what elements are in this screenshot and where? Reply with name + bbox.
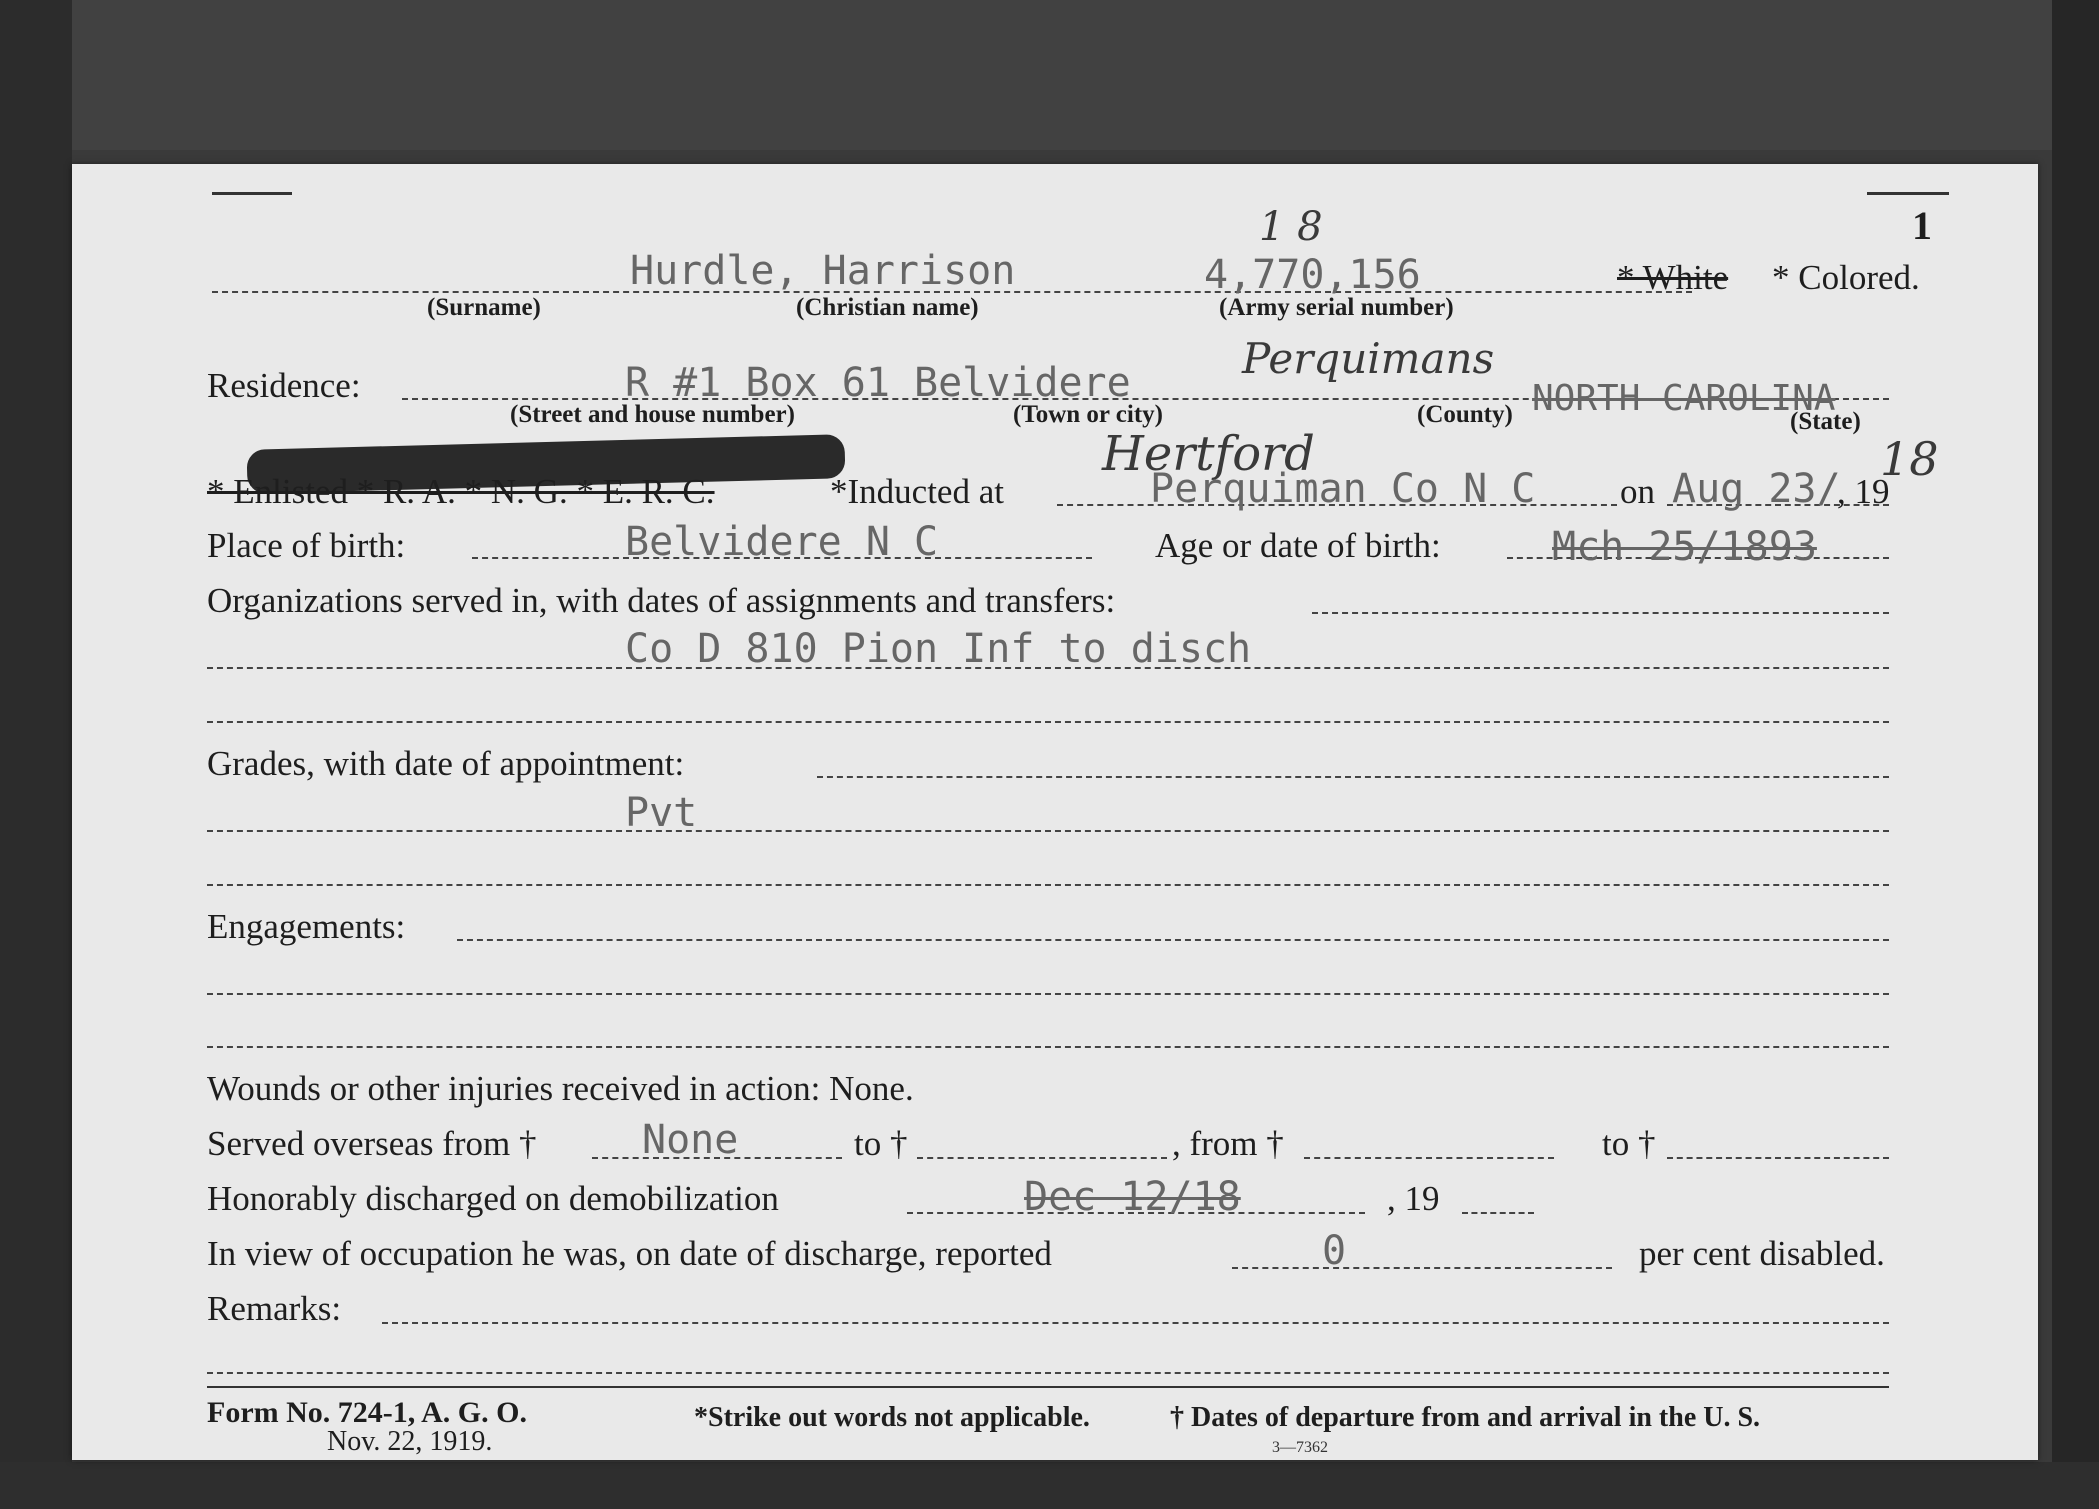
overseas-to-line-1 [917,1157,1167,1159]
overseas-value: None [642,1117,739,1163]
serial-correction: 1 8 [1259,204,1323,250]
residence-label: Residence: [207,366,361,405]
inducted-label: *Inducted at [830,472,1004,511]
age-label: Age or date of birth: [1155,526,1441,565]
overseas-label: Served overseas from † [207,1124,537,1163]
card-number: 1 [1912,203,1932,248]
overseas-to-line-2 [1667,1157,1889,1159]
overseas-from-label-2: , from † [1172,1124,1284,1163]
footer-rule [207,1386,1889,1388]
inducted-place-typed: Perquiman Co N C [1150,466,1536,512]
surname-caption: (Surname) [427,294,541,321]
organizations-value: Co D 810 Pion Inf to disch [625,626,1252,672]
remarks-label: Remarks: [207,1289,342,1328]
street-caption: (Street and house number) [510,401,795,428]
on-label: on [1620,472,1655,511]
disability-label: In view of occupation he was, on date of discharge, reported [207,1234,1052,1273]
engagements-line-2 [207,993,1889,995]
grades-line-1 [817,776,1889,778]
overseas-to-label-1: to † [854,1124,908,1163]
disability-suffix: per cent disabled. [1639,1234,1885,1273]
residence-state-value: NORTH CAROLINA [1532,378,1836,419]
discharge-year-line [1462,1212,1534,1214]
disability-value: 0 [1322,1228,1347,1274]
overseas-to-label-2: to † [1602,1124,1656,1163]
state-caption: (State) [1790,408,1861,435]
race-colored: * Colored. [1772,258,1920,297]
race-white: * White [1617,258,1729,297]
remarks-line-2 [207,1372,1889,1374]
grades-value: Pvt [625,790,698,836]
grades-label: Grades, with date of appointment: [207,744,685,783]
engagements-line-3 [207,1046,1889,1048]
inducted-place-handwritten: Hertford [1102,426,1315,482]
print-code: 3—7362 [1272,1439,1328,1456]
background-top [0,0,2099,150]
background-right-edge [2052,0,2099,1509]
engagements-line-1 [457,939,1889,941]
top-left-rule [212,192,292,195]
form-number: Form No. 724-1, A. G. O. [207,1396,527,1429]
surname-value: Hurdle, Harrison [630,248,1016,294]
serial-value: 4,770,156 [1204,252,1421,298]
remarks-line-1 [382,1322,1889,1324]
discharge-value: Dec 12/18 [1024,1174,1241,1220]
overseas-from-line-2 [1304,1157,1554,1159]
organizations-line-3 [207,721,1889,723]
grades-line-3 [207,884,1889,886]
discharge-year-label: , 19 [1387,1179,1440,1218]
birthplace-value: Belvidere N C [625,519,939,565]
birthplace-label: Place of birth: [207,526,406,565]
organizations-line-1 [1312,612,1889,614]
residence-street-value: R #1 Box 61 Belvidere [625,360,1131,406]
form-date: Nov. 22, 1919. [327,1426,493,1457]
town-caption: (Town or city) [1013,401,1163,428]
enlisted-options: * Enlisted * R. A. * N. G. * E. R. C. [207,472,715,511]
christian-caption: (Christian name) [796,294,979,321]
dates-note: † Dates of departure from and arrival in the U. S. [1170,1402,1761,1433]
county-caption: (County) [1417,401,1513,428]
background-left-edge [0,0,72,1509]
wounds-label: Wounds or other injuries received in action: None. [207,1069,914,1108]
grades-line-2 [207,830,1889,832]
engagements-label: Engagements: [207,907,406,946]
residence-county-value: Perquimans [1242,334,1495,383]
service-record-card [72,164,2038,1460]
background-bottom [0,1462,2099,1509]
strike-note: *Strike out words not applicable. [694,1402,1090,1433]
induction-year-prefix: , 19 [1837,472,1890,511]
organizations-label: Organizations served in, with dates of assignments and transfers: [207,581,1116,620]
top-right-rule [1867,192,1949,195]
induction-year-handwritten: 18 [1880,432,1939,486]
age-value: Mch 25/1893 [1552,524,1817,570]
discharge-label: Honorably discharged on demobilization [207,1179,779,1218]
induction-date-value: Aug 23/ [1672,466,1841,512]
disability-line [1232,1267,1612,1269]
serial-caption: (Army serial number) [1219,294,1454,321]
